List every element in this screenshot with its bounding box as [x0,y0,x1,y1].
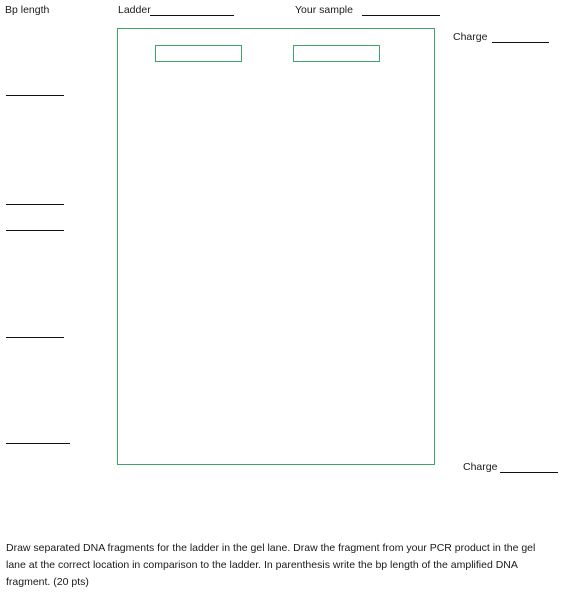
ladder-blank-line[interactable] [150,15,234,16]
charge-top-label: Charge [453,31,488,43]
sample-well[interactable] [293,45,380,62]
bp-blank-line-5[interactable] [6,443,70,444]
bp-blank-line-3[interactable] [6,230,64,231]
charge-top-blank-line[interactable] [492,42,549,43]
gel-box[interactable] [117,28,435,465]
ladder-label: Ladder [118,4,151,16]
bp-blank-line-4[interactable] [6,337,64,338]
bp-blank-line-1[interactable] [6,95,64,96]
sample-label: Your sample [295,4,353,16]
bp-blank-line-2[interactable] [6,204,64,205]
sample-blank-line[interactable] [362,15,440,16]
ladder-well[interactable] [155,45,242,62]
bp-length-label: Bp length [5,4,50,16]
charge-bottom-blank-line[interactable] [500,472,558,473]
charge-bottom-label: Charge [463,461,498,473]
instructions-text: Draw separated DNA fragments for the ladder in the gel lane. Draw the fragment from your PCR product in the gel lane at the correct location in comparison to the ladder. In parenthesis write the bp length of the amplified DNA fragment. (20 pts) [6,542,536,588]
